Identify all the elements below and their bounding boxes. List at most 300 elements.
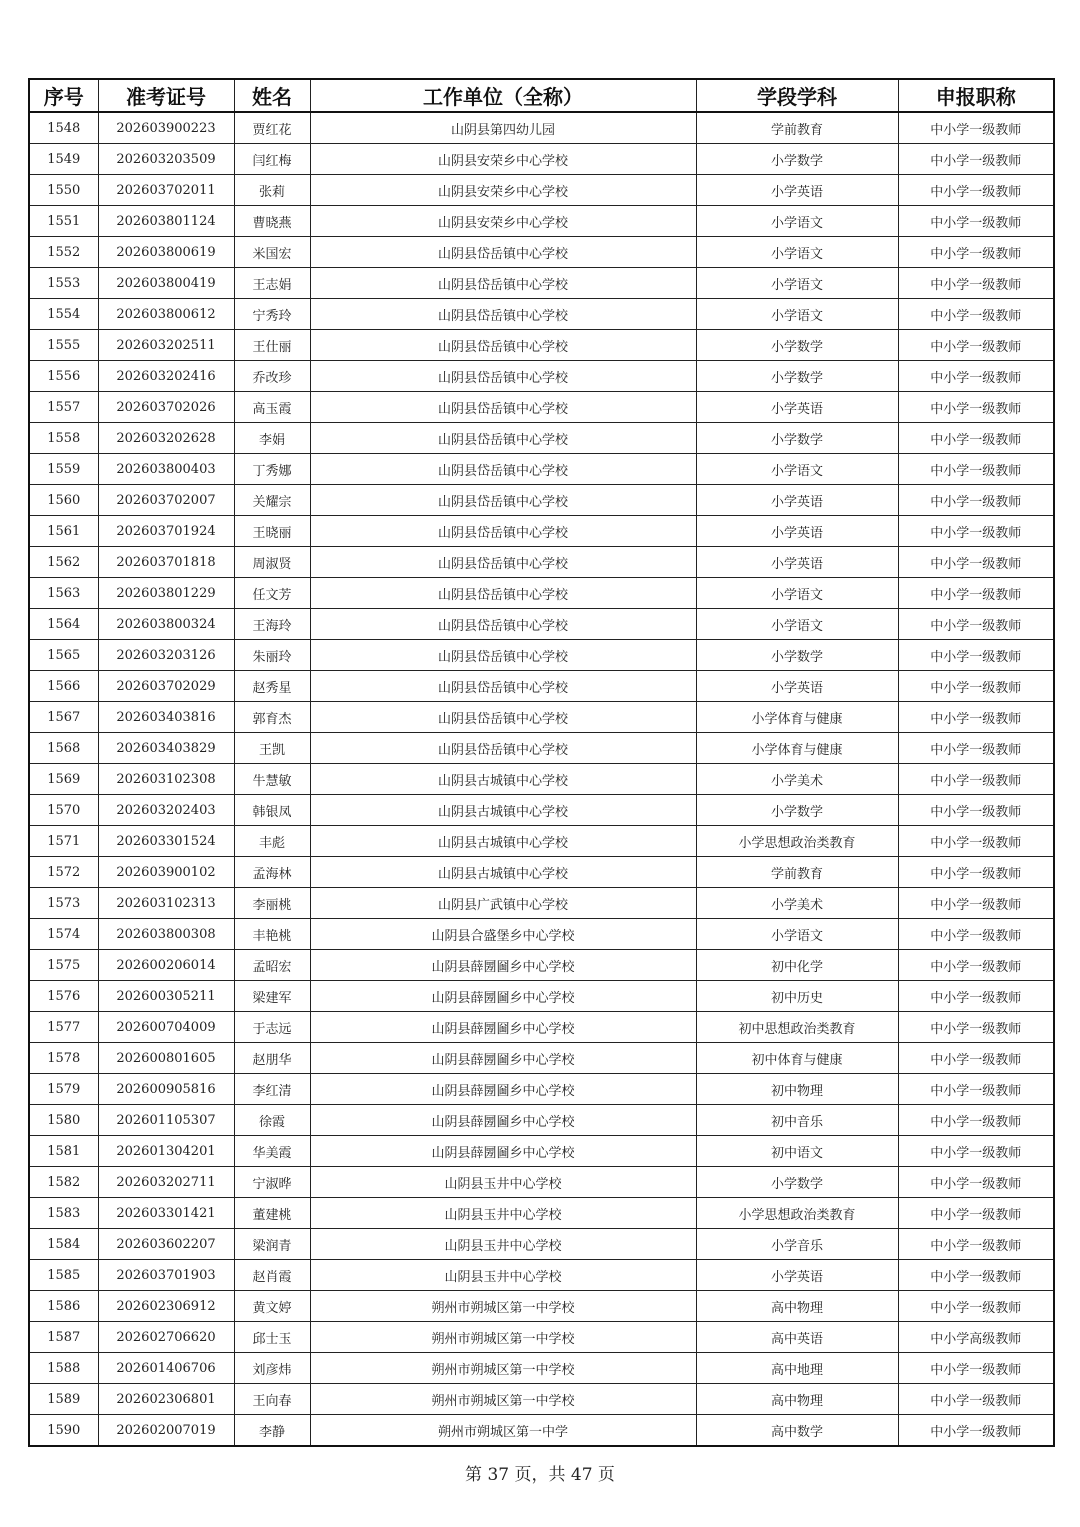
cell-name: 张莉 <box>234 175 310 206</box>
cell-title-applied: 中小学一级教师 <box>898 1074 1054 1105</box>
cell-work-unit: 山阴县岱岳镇中心学校 <box>310 299 696 330</box>
cell-title-applied: 中小学一级教师 <box>898 299 1054 330</box>
cell-stage-subject: 小学数学 <box>696 795 898 826</box>
table-row <box>29 1415 1054 1447</box>
cell-stage-subject: 小学思想政治类教育 <box>696 1198 898 1229</box>
cell-name: 乔改珍 <box>234 361 310 392</box>
table-row <box>29 1167 1054 1198</box>
cell-title-applied: 中小学一级教师 <box>898 361 1054 392</box>
cell-title-applied: 中小学高级教师 <box>898 1322 1054 1353</box>
cell-name: 李静 <box>234 1415 310 1447</box>
cell-serial-number: 1562 <box>29 547 98 578</box>
cell-work-unit: 山阴县玉井中心学校 <box>310 1167 696 1198</box>
cell-work-unit: 山阴县古城镇中心学校 <box>310 795 696 826</box>
table-row <box>29 237 1054 268</box>
cell-exam-id: 202600704009 <box>98 1012 234 1043</box>
cell-work-unit: 山阴县广武镇中心学校 <box>310 888 696 919</box>
cell-name: 刘彦炜 <box>234 1353 310 1384</box>
cell-work-unit: 山阴县薛圐圙乡中心学校 <box>310 1136 696 1167</box>
table-row <box>29 454 1054 485</box>
cell-work-unit: 山阴县岱岳镇中心学校 <box>310 330 696 361</box>
cell-exam-id: 202603701924 <box>98 516 234 547</box>
cell-work-unit: 山阴县岱岳镇中心学校 <box>310 671 696 702</box>
table-body <box>29 112 1054 1446</box>
table-row <box>29 1105 1054 1136</box>
cell-serial-number: 1550 <box>29 175 98 206</box>
cell-title-applied: 中小学一级教师 <box>898 268 1054 299</box>
cell-name: 李丽桃 <box>234 888 310 919</box>
cell-title-applied: 中小学一级教师 <box>898 1043 1054 1074</box>
cell-stage-subject: 小学数学 <box>696 361 898 392</box>
cell-title-applied: 中小学一级教师 <box>898 1291 1054 1322</box>
cell-work-unit: 山阴县岱岳镇中心学校 <box>310 640 696 671</box>
cell-name: 董建桃 <box>234 1198 310 1229</box>
cell-work-unit: 山阴县岱岳镇中心学校 <box>310 268 696 299</box>
cell-title-applied: 中小学一级教师 <box>898 795 1054 826</box>
table-row <box>29 299 1054 330</box>
cell-stage-subject: 学前教育 <box>696 112 898 144</box>
cell-serial-number: 1577 <box>29 1012 98 1043</box>
cell-serial-number: 1590 <box>29 1415 98 1447</box>
cell-title-applied: 中小学一级教师 <box>898 144 1054 175</box>
cell-stage-subject: 小学数学 <box>696 144 898 175</box>
cell-name: 周淑贤 <box>234 547 310 578</box>
cell-work-unit: 山阴县古城镇中心学校 <box>310 826 696 857</box>
table-row <box>29 361 1054 392</box>
cell-serial-number: 1575 <box>29 950 98 981</box>
cell-name: 牛慧敏 <box>234 764 310 795</box>
cell-serial-number: 1581 <box>29 1136 98 1167</box>
cell-work-unit: 山阴县岱岳镇中心学校 <box>310 361 696 392</box>
table-row <box>29 1384 1054 1415</box>
cell-work-unit: 山阴县安荣乡中心学校 <box>310 206 696 237</box>
table-row <box>29 609 1054 640</box>
table-row <box>29 764 1054 795</box>
cell-name: 王仕丽 <box>234 330 310 361</box>
cell-name: 王凯 <box>234 733 310 764</box>
cell-work-unit: 山阴县合盛堡乡中心学校 <box>310 919 696 950</box>
cell-title-applied: 中小学一级教师 <box>898 1167 1054 1198</box>
cell-work-unit: 山阴县薛圐圙乡中心学校 <box>310 950 696 981</box>
table-row <box>29 826 1054 857</box>
cell-name: 丁秀娜 <box>234 454 310 485</box>
cell-work-unit: 山阴县薛圐圙乡中心学校 <box>310 1105 696 1136</box>
cell-work-unit: 山阴县薛圐圙乡中心学校 <box>310 1043 696 1074</box>
cell-stage-subject: 初中化学 <box>696 950 898 981</box>
cell-serial-number: 1588 <box>29 1353 98 1384</box>
cell-serial-number: 1579 <box>29 1074 98 1105</box>
cell-name: 丰艳桃 <box>234 919 310 950</box>
cell-serial-number: 1551 <box>29 206 98 237</box>
header-row <box>29 79 1054 112</box>
cell-title-applied: 中小学一级教师 <box>898 609 1054 640</box>
cell-serial-number: 1589 <box>29 1384 98 1415</box>
cell-name: 邱士玉 <box>234 1322 310 1353</box>
cell-serial-number: 1578 <box>29 1043 98 1074</box>
cell-exam-id: 202600801605 <box>98 1043 234 1074</box>
cell-exam-id: 202603203126 <box>98 640 234 671</box>
table-row <box>29 795 1054 826</box>
header-work-unit: 工作单位（全称） <box>310 79 696 112</box>
cell-title-applied: 中小学一级教师 <box>898 640 1054 671</box>
cell-title-applied: 中小学一级教师 <box>898 702 1054 733</box>
cell-serial-number: 1585 <box>29 1260 98 1291</box>
cell-stage-subject: 小学语文 <box>696 268 898 299</box>
cell-name: 韩银凤 <box>234 795 310 826</box>
cell-serial-number: 1571 <box>29 826 98 857</box>
cell-work-unit: 山阴县岱岳镇中心学校 <box>310 485 696 516</box>
cell-name: 王晓丽 <box>234 516 310 547</box>
table-row <box>29 1260 1054 1291</box>
cell-work-unit: 山阴县古城镇中心学校 <box>310 764 696 795</box>
table-header <box>29 79 1054 112</box>
cell-title-applied: 中小学一级教师 <box>898 1136 1054 1167</box>
cell-work-unit: 山阴县第四幼儿园 <box>310 112 696 144</box>
cell-serial-number: 1556 <box>29 361 98 392</box>
cell-name: 梁建军 <box>234 981 310 1012</box>
cell-name: 宁秀玲 <box>234 299 310 330</box>
cell-exam-id: 202603702007 <box>98 485 234 516</box>
cell-work-unit: 山阴县薛圐圙乡中心学校 <box>310 1012 696 1043</box>
cell-work-unit: 山阴县玉井中心学校 <box>310 1198 696 1229</box>
cell-exam-id: 202600305211 <box>98 981 234 1012</box>
cell-serial-number: 1560 <box>29 485 98 516</box>
cell-serial-number: 1570 <box>29 795 98 826</box>
cell-work-unit: 朔州市朔城区第一中学校 <box>310 1353 696 1384</box>
cell-exam-id: 202603202403 <box>98 795 234 826</box>
cell-exam-id: 202603403816 <box>98 702 234 733</box>
table-row <box>29 640 1054 671</box>
table-row <box>29 1043 1054 1074</box>
cell-stage-subject: 小学数学 <box>696 423 898 454</box>
cell-name: 宁淑晔 <box>234 1167 310 1198</box>
table-row <box>29 1074 1054 1105</box>
cell-work-unit: 山阴县岱岳镇中心学校 <box>310 733 696 764</box>
cell-title-applied: 中小学一级教师 <box>898 454 1054 485</box>
cell-name: 梁润青 <box>234 1229 310 1260</box>
table-row <box>29 144 1054 175</box>
cell-stage-subject: 学前教育 <box>696 857 898 888</box>
table-row <box>29 175 1054 206</box>
cell-title-applied: 中小学一级教师 <box>898 330 1054 361</box>
cell-exam-id: 202603403829 <box>98 733 234 764</box>
cell-work-unit: 山阴县安荣乡中心学校 <box>310 175 696 206</box>
table-row <box>29 1012 1054 1043</box>
cell-exam-id: 202603203509 <box>98 144 234 175</box>
cell-exam-id: 202603202628 <box>98 423 234 454</box>
cell-exam-id: 202603102313 <box>98 888 234 919</box>
cell-title-applied: 中小学一级教师 <box>898 1384 1054 1415</box>
cell-work-unit: 山阴县玉井中心学校 <box>310 1229 696 1260</box>
cell-exam-id: 202602706620 <box>98 1322 234 1353</box>
cell-title-applied: 中小学一级教师 <box>898 547 1054 578</box>
cell-serial-number: 1568 <box>29 733 98 764</box>
table-row <box>29 392 1054 423</box>
cell-exam-id: 202603301524 <box>98 826 234 857</box>
cell-stage-subject: 高中物理 <box>696 1291 898 1322</box>
cell-exam-id: 202603702011 <box>98 175 234 206</box>
cell-name: 孟昭宏 <box>234 950 310 981</box>
cell-work-unit: 山阴县岱岳镇中心学校 <box>310 516 696 547</box>
cell-stage-subject: 小学语文 <box>696 919 898 950</box>
cell-serial-number: 1569 <box>29 764 98 795</box>
cell-serial-number: 1580 <box>29 1105 98 1136</box>
cell-stage-subject: 小学数学 <box>696 640 898 671</box>
header-name: 姓名 <box>234 79 310 112</box>
cell-name: 王志娟 <box>234 268 310 299</box>
cell-stage-subject: 小学美术 <box>696 888 898 919</box>
cell-stage-subject: 小学语文 <box>696 206 898 237</box>
cell-title-applied: 中小学一级教师 <box>898 950 1054 981</box>
cell-name: 李娟 <box>234 423 310 454</box>
cell-title-applied: 中小学一级教师 <box>898 1198 1054 1229</box>
cell-exam-id: 202603301421 <box>98 1198 234 1229</box>
table-row <box>29 1198 1054 1229</box>
cell-stage-subject: 小学语文 <box>696 578 898 609</box>
table-row <box>29 1229 1054 1260</box>
cell-title-applied: 中小学一级教师 <box>898 112 1054 144</box>
cell-serial-number: 1574 <box>29 919 98 950</box>
header-stage-subject: 学段学科 <box>696 79 898 112</box>
cell-serial-number: 1564 <box>29 609 98 640</box>
cell-name: 赵秀星 <box>234 671 310 702</box>
cell-title-applied: 中小学一级教师 <box>898 826 1054 857</box>
cell-work-unit: 山阴县安荣乡中心学校 <box>310 144 696 175</box>
cell-stage-subject: 小学语文 <box>696 454 898 485</box>
cell-exam-id: 202603800419 <box>98 268 234 299</box>
table-row <box>29 578 1054 609</box>
table-row <box>29 112 1054 144</box>
cell-exam-id: 202603900223 <box>98 112 234 144</box>
cell-name: 贾红花 <box>234 112 310 144</box>
cell-work-unit: 山阴县岱岳镇中心学校 <box>310 454 696 485</box>
cell-work-unit: 山阴县岱岳镇中心学校 <box>310 423 696 454</box>
cell-title-applied: 中小学一级教师 <box>898 981 1054 1012</box>
cell-stage-subject: 小学体育与健康 <box>696 733 898 764</box>
cell-serial-number: 1565 <box>29 640 98 671</box>
cell-exam-id: 202603202511 <box>98 330 234 361</box>
cell-exam-id: 202603800324 <box>98 609 234 640</box>
cell-exam-id: 202603801124 <box>98 206 234 237</box>
cell-work-unit: 山阴县玉井中心学校 <box>310 1260 696 1291</box>
cell-exam-id: 202602007019 <box>98 1415 234 1447</box>
cell-stage-subject: 高中英语 <box>696 1322 898 1353</box>
cell-stage-subject: 小学英语 <box>696 175 898 206</box>
cell-exam-id: 202603102308 <box>98 764 234 795</box>
cell-title-applied: 中小学一级教师 <box>898 888 1054 919</box>
cell-exam-id: 202603202711 <box>98 1167 234 1198</box>
cell-exam-id: 202601304201 <box>98 1136 234 1167</box>
cell-exam-id: 202602306801 <box>98 1384 234 1415</box>
cell-work-unit: 山阴县岱岳镇中心学校 <box>310 578 696 609</box>
table-row <box>29 268 1054 299</box>
cell-work-unit: 山阴县岱岳镇中心学校 <box>310 392 696 423</box>
cell-serial-number: 1561 <box>29 516 98 547</box>
table-row <box>29 516 1054 547</box>
cell-work-unit: 山阴县古城镇中心学校 <box>310 857 696 888</box>
cell-title-applied: 中小学一级教师 <box>898 1105 1054 1136</box>
cell-exam-id: 202601105307 <box>98 1105 234 1136</box>
table-row <box>29 423 1054 454</box>
header-serial-number: 序号 <box>29 79 98 112</box>
cell-exam-id: 202603900102 <box>98 857 234 888</box>
cell-serial-number: 1548 <box>29 112 98 144</box>
cell-exam-id: 202603800619 <box>98 237 234 268</box>
cell-serial-number: 1567 <box>29 702 98 733</box>
cell-stage-subject: 初中物理 <box>696 1074 898 1105</box>
cell-serial-number: 1576 <box>29 981 98 1012</box>
cell-serial-number: 1587 <box>29 1322 98 1353</box>
page-footer: 第 37 页，共 47 页 <box>465 1465 615 1485</box>
cell-stage-subject: 高中数学 <box>696 1415 898 1447</box>
cell-stage-subject: 小学音乐 <box>696 1229 898 1260</box>
cell-serial-number: 1555 <box>29 330 98 361</box>
table-row <box>29 485 1054 516</box>
cell-name: 曹晓燕 <box>234 206 310 237</box>
cell-name: 李红清 <box>234 1074 310 1105</box>
cell-stage-subject: 初中历史 <box>696 981 898 1012</box>
cell-exam-id: 202601406706 <box>98 1353 234 1384</box>
cell-title-applied: 中小学一级教师 <box>898 1415 1054 1447</box>
cell-serial-number: 1557 <box>29 392 98 423</box>
cell-name: 黄文婷 <box>234 1291 310 1322</box>
cell-serial-number: 1554 <box>29 299 98 330</box>
cell-stage-subject: 小学思想政治类教育 <box>696 826 898 857</box>
cell-exam-id: 202603701818 <box>98 547 234 578</box>
cell-title-applied: 中小学一级教师 <box>898 485 1054 516</box>
cell-serial-number: 1573 <box>29 888 98 919</box>
cell-stage-subject: 高中物理 <box>696 1384 898 1415</box>
cell-stage-subject: 初中语文 <box>696 1136 898 1167</box>
roster-table <box>28 78 1055 1447</box>
cell-name: 王海玲 <box>234 609 310 640</box>
cell-exam-id: 202603602207 <box>98 1229 234 1260</box>
cell-exam-id: 202603800308 <box>98 919 234 950</box>
cell-serial-number: 1549 <box>29 144 98 175</box>
cell-name: 郭育杰 <box>234 702 310 733</box>
cell-title-applied: 中小学一级教师 <box>898 1229 1054 1260</box>
cell-stage-subject: 小学英语 <box>696 1260 898 1291</box>
cell-work-unit: 山阴县岱岳镇中心学校 <box>310 702 696 733</box>
cell-name: 朱丽玲 <box>234 640 310 671</box>
cell-title-applied: 中小学一级教师 <box>898 578 1054 609</box>
cell-name: 赵肖霞 <box>234 1260 310 1291</box>
cell-serial-number: 1586 <box>29 1291 98 1322</box>
table-row <box>29 330 1054 361</box>
table-row <box>29 547 1054 578</box>
table-row <box>29 671 1054 702</box>
cell-serial-number: 1563 <box>29 578 98 609</box>
cell-title-applied: 中小学一级教师 <box>898 206 1054 237</box>
table-row <box>29 1136 1054 1167</box>
cell-exam-id: 202603702029 <box>98 671 234 702</box>
cell-serial-number: 1558 <box>29 423 98 454</box>
cell-title-applied: 中小学一级教师 <box>898 237 1054 268</box>
cell-work-unit: 山阴县薛圐圙乡中心学校 <box>310 1074 696 1105</box>
cell-stage-subject: 小学语文 <box>696 299 898 330</box>
cell-exam-id: 202602306912 <box>98 1291 234 1322</box>
cell-stage-subject: 小学体育与健康 <box>696 702 898 733</box>
cell-name: 丰彪 <box>234 826 310 857</box>
cell-title-applied: 中小学一级教师 <box>898 1353 1054 1384</box>
table-row <box>29 950 1054 981</box>
cell-work-unit: 朔州市朔城区第一中学校 <box>310 1384 696 1415</box>
cell-work-unit: 朔州市朔城区第一中学校 <box>310 1291 696 1322</box>
table-row <box>29 981 1054 1012</box>
cell-exam-id: 202603702026 <box>98 392 234 423</box>
cell-title-applied: 中小学一级教师 <box>898 175 1054 206</box>
cell-exam-id: 202603202416 <box>98 361 234 392</box>
cell-exam-id: 202600206014 <box>98 950 234 981</box>
header-exam-id: 准考证号 <box>98 79 234 112</box>
cell-stage-subject: 小学英语 <box>696 671 898 702</box>
cell-name: 华美霞 <box>234 1136 310 1167</box>
cell-exam-id: 202603801229 <box>98 578 234 609</box>
cell-serial-number: 1553 <box>29 268 98 299</box>
cell-exam-id: 202600905816 <box>98 1074 234 1105</box>
table-row <box>29 1353 1054 1384</box>
table-row <box>29 206 1054 237</box>
cell-stage-subject: 小学英语 <box>696 392 898 423</box>
cell-title-applied: 中小学一级教师 <box>898 733 1054 764</box>
cell-work-unit: 山阴县岱岳镇中心学校 <box>310 609 696 640</box>
cell-name: 赵朋华 <box>234 1043 310 1074</box>
cell-title-applied: 中小学一级教师 <box>898 516 1054 547</box>
cell-work-unit: 朔州市朔城区第一中学校 <box>310 1322 696 1353</box>
cell-stage-subject: 小学英语 <box>696 547 898 578</box>
cell-name: 任文芳 <box>234 578 310 609</box>
table-row <box>29 888 1054 919</box>
table-row <box>29 919 1054 950</box>
cell-stage-subject: 小学数学 <box>696 330 898 361</box>
cell-stage-subject: 小学英语 <box>696 485 898 516</box>
cell-name: 关耀宗 <box>234 485 310 516</box>
cell-title-applied: 中小学一级教师 <box>898 1012 1054 1043</box>
cell-serial-number: 1559 <box>29 454 98 485</box>
cell-name: 高玉霞 <box>234 392 310 423</box>
table-row <box>29 1291 1054 1322</box>
cell-stage-subject: 初中体育与健康 <box>696 1043 898 1074</box>
cell-title-applied: 中小学一级教师 <box>898 857 1054 888</box>
cell-serial-number: 1582 <box>29 1167 98 1198</box>
cell-name: 于志远 <box>234 1012 310 1043</box>
table-row <box>29 857 1054 888</box>
cell-name: 闫红梅 <box>234 144 310 175</box>
cell-stage-subject: 小学语文 <box>696 609 898 640</box>
cell-title-applied: 中小学一级教师 <box>898 919 1054 950</box>
cell-stage-subject: 初中音乐 <box>696 1105 898 1136</box>
cell-serial-number: 1566 <box>29 671 98 702</box>
cell-work-unit: 朔州市朔城区第一中学 <box>310 1415 696 1447</box>
cell-title-applied: 中小学一级教师 <box>898 1260 1054 1291</box>
cell-name: 王向春 <box>234 1384 310 1415</box>
cell-stage-subject: 小学数学 <box>696 1167 898 1198</box>
cell-serial-number: 1584 <box>29 1229 98 1260</box>
cell-stage-subject: 小学英语 <box>696 516 898 547</box>
cell-stage-subject: 初中思想政治类教育 <box>696 1012 898 1043</box>
cell-stage-subject: 小学美术 <box>696 764 898 795</box>
cell-title-applied: 中小学一级教师 <box>898 392 1054 423</box>
cell-title-applied: 中小学一级教师 <box>898 671 1054 702</box>
cell-work-unit: 山阴县薛圐圙乡中心学校 <box>310 981 696 1012</box>
table-row <box>29 1322 1054 1353</box>
cell-name: 米国宏 <box>234 237 310 268</box>
cell-name: 徐霞 <box>234 1105 310 1136</box>
cell-stage-subject: 高中地理 <box>696 1353 898 1384</box>
cell-serial-number: 1572 <box>29 857 98 888</box>
header-title-applied: 申报职称 <box>898 79 1054 112</box>
cell-serial-number: 1552 <box>29 237 98 268</box>
